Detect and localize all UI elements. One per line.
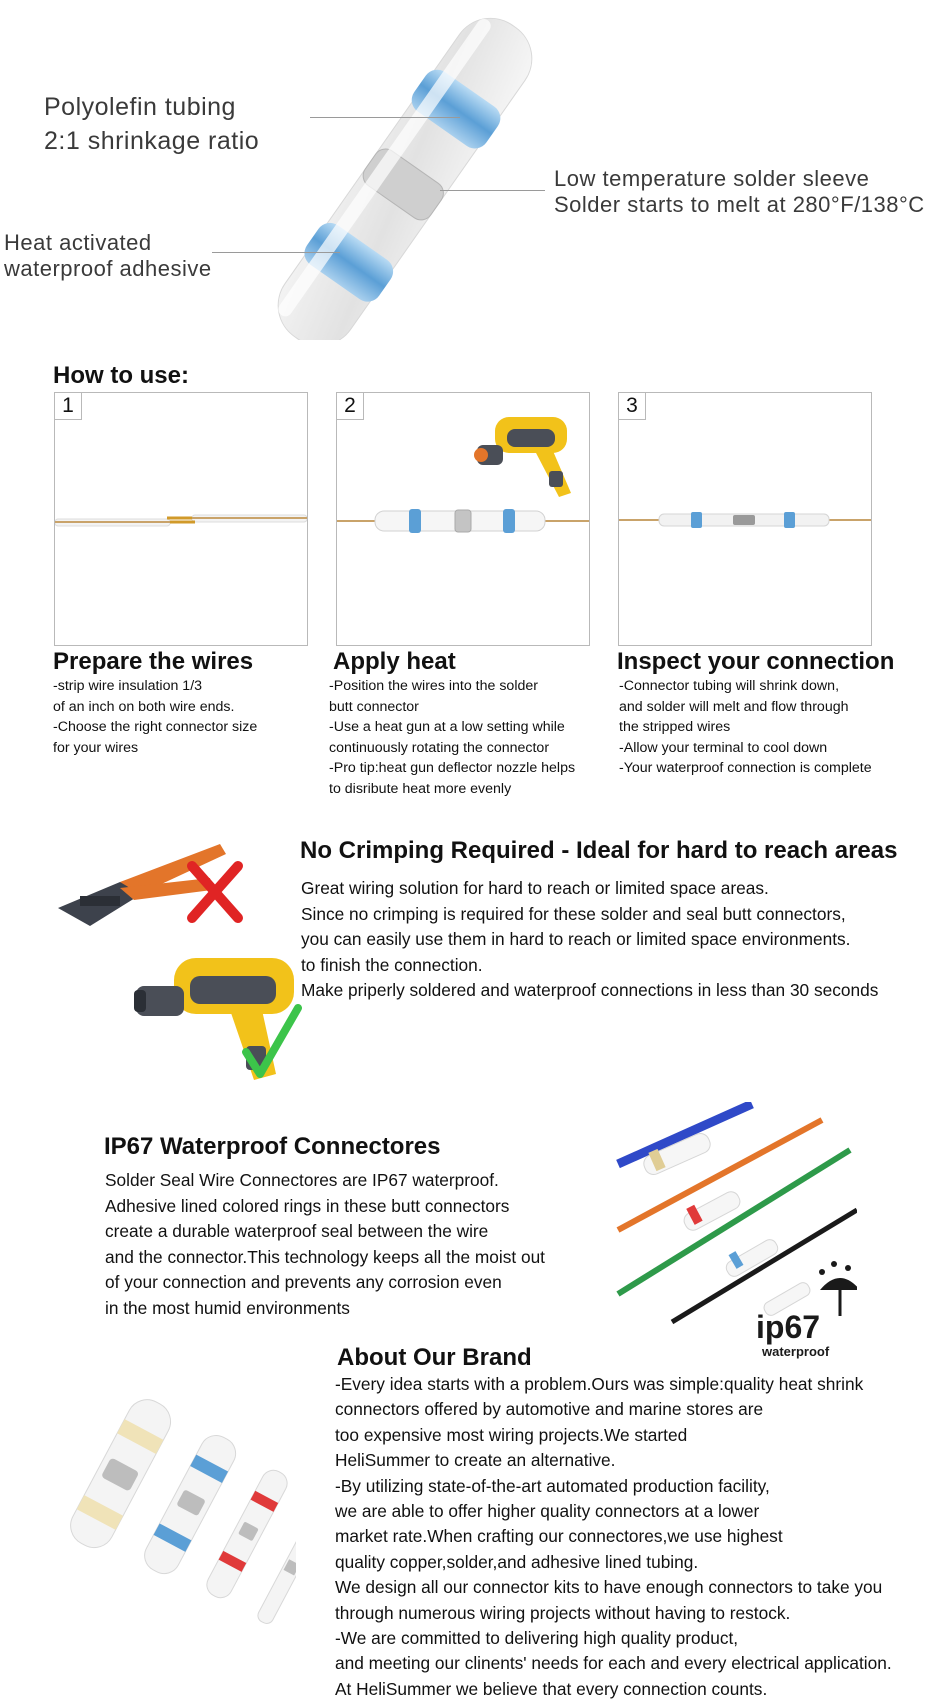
tubing-label: Polyolefin tubing 2:1 shrinkage ratio <box>44 93 260 155</box>
step-1-title: Prepare the wires <box>53 648 254 675</box>
no-crimping-title: No Crimping Required - Ideal for hard to reach areas <box>300 837 898 864</box>
heat-gun-icon <box>474 417 571 497</box>
step-2-title: Apply heat <box>333 648 456 675</box>
step-2-text: -Position the wires into the solder butt connector -Use a heat gun at a low setting while continuously rotating the connector -Pro tip:heat gun deflector nozzle helps to disribute heat more evenly <box>329 678 576 797</box>
solder-label: Low temperature solder sleeve Solder starts to melt at 280°F/138°C <box>554 166 925 217</box>
step-2-image <box>336 392 590 646</box>
ip67-waterproof-logo <box>756 1261 857 1359</box>
stripped-wires-illustration <box>55 393 307 645</box>
how-to-heading: How to use: <box>53 362 189 389</box>
no-crimping-text: Great wiring solution for hard to reach or limited space areas. Since no crimping is required for these solder and seal butt connectors, you can easily use them in hard to reach or limited space environments. to finish the connection. Make priperly soldered and waterproof connections in less than 30 seconds <box>301 878 879 1000</box>
brand-title: About Our Brand <box>337 1344 532 1371</box>
svg-text:ip67: ip67 <box>756 1309 821 1345</box>
tubing-leader-line <box>310 117 460 118</box>
step-1-text: -strip wire insulation 1/3 of an inch on both wire ends. -Choose the right connector size for your wires <box>53 678 258 756</box>
step-number: 3 <box>619 393 646 420</box>
adhesive-label: Heat activated waterproof adhesive <box>4 230 212 281</box>
finished-connection-illustration <box>619 393 871 645</box>
ip67-title: IP67 Waterproof Connectores <box>104 1133 441 1160</box>
step-3-title: Inspect your connection <box>617 648 895 675</box>
svg-text:waterproof: waterproof <box>762 1344 830 1359</box>
solder-leader-line <box>440 190 545 191</box>
brand-text: -Every idea starts with a problem.Ours was simple:quality heat shrink connectors offered by automotive and marine stores are too expensive most wiring projects.We started HeliSummer to create an alternative. -By utilizing state-of-the-art automated production facility, we are able to offer higher quality connectors at a lower market rate.When crafting our connectores,we use highest quality copper,solder,and adhesive lined tubing. We design all our connector kits to have enough connectors to take you through numerous wiring projects without having to restock. -We are committed to delivering high quality product, and meeting our clinents' needs for each and every electrical application. At HeliSummer we believe that every connection counts. <box>335 1374 892 1699</box>
step-number: 2 <box>337 393 364 420</box>
connectors-product-illustration <box>56 1388 296 1668</box>
adhesive-leader-line <box>212 252 340 253</box>
step-number: 1 <box>55 393 82 420</box>
step-1-image <box>54 392 308 646</box>
crimp-vs-heatgun-illustration <box>50 830 310 1080</box>
step-3-text: -Connector tubing will shrink down, and solder will melt and flow through the stripped wires -Allow your terminal to cool down -Your waterproof connection is complete <box>619 678 872 776</box>
umbrella-icon <box>820 1278 857 1290</box>
ip67-text: Solder Seal Wire Connectores are IP67 waterproof. Adhesive lined colored rings in these butt connectors create a durable waterproof seal between the wire and the connector.This technology keeps all the moist out of your connection and prevents any corrosion even in the most humid environments <box>105 1170 545 1318</box>
red-x-icon <box>192 866 238 918</box>
step-3-image <box>618 392 872 646</box>
heat-gun-on-connector-illustration <box>337 393 589 645</box>
connector-diagram <box>0 0 950 340</box>
ip67-wires-illustration <box>612 1102 857 1362</box>
